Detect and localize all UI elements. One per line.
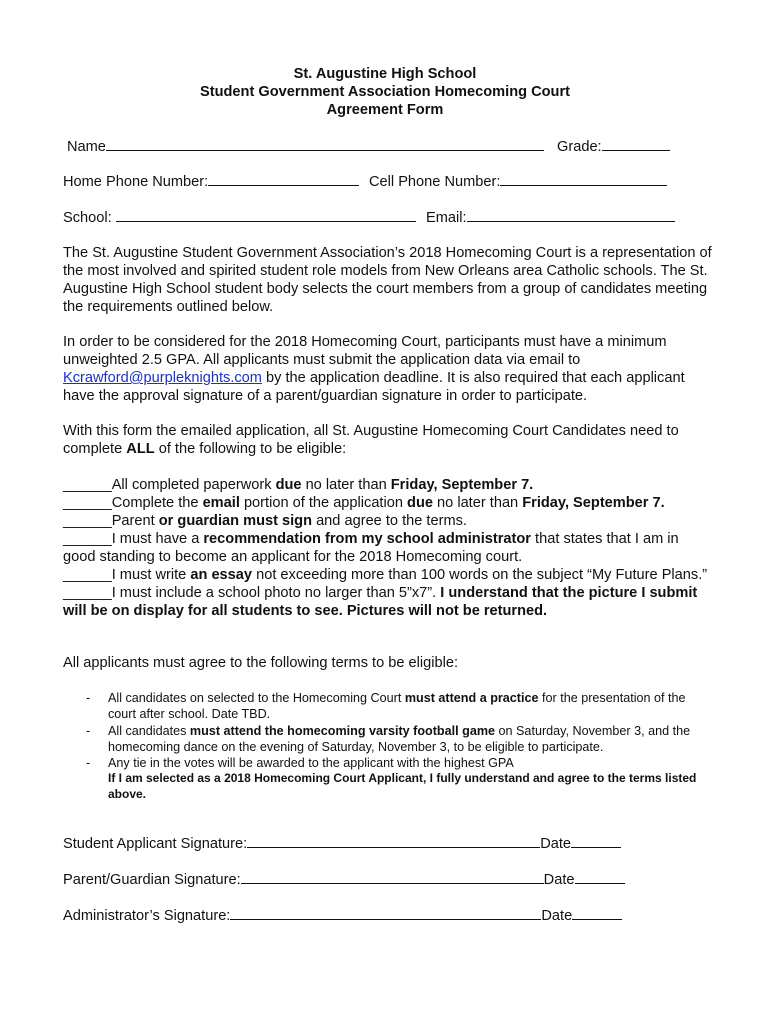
term-football-game: [63, 723, 713, 756]
checklist-bold: due: [275, 477, 302, 493]
checklist-text: Parent: [111, 513, 159, 529]
checklist-item-essay: [63, 566, 713, 584]
checklist-text: I must include a school photo no larger than 5”x7”.: [111, 585, 441, 601]
cell-phone-label: Cell Phone Number:: [369, 174, 501, 190]
term-text: on Saturday, November 3, and the homecoming dance on the evening of Saturday, November 3, to be eligible to participate.: [108, 723, 691, 754]
checklist-text: All completed paperwork: [111, 477, 276, 493]
term-text: for the presentation of the court after school. Date TBD.: [108, 691, 686, 722]
checklist-bold: Friday, September 7.: [390, 477, 534, 493]
checklist-item-recommendation: [63, 530, 713, 566]
admin-date-label: Date: [541, 908, 573, 924]
checklist-text: I must have a: [111, 531, 204, 547]
student-date-line[interactable]: [571, 834, 621, 848]
term-bold: must attend the homecoming varsity football game: [189, 723, 496, 738]
home-phone-label: Home Phone Number:: [63, 174, 209, 190]
cell-phone-field[interactable]: [369, 172, 667, 191]
checklist-item-parent: [63, 512, 713, 530]
admin-signature-label: Administrator’s Signature:: [63, 908, 231, 924]
checklist-text: that states that I am in good standing to become an applicant for the 2018 Homecoming court.: [63, 531, 679, 565]
all-emphasis: ALL: [126, 441, 155, 457]
admin-date-line[interactable]: [572, 906, 622, 920]
checklist-text: no later than: [301, 477, 391, 493]
checklist-bold: recommendation from my school administrator: [203, 531, 531, 547]
term-dash: -: [86, 756, 91, 771]
agreement-statement: If I am selected as a 2018 Homecoming Court Applicant, I fully understand and agree to the terms listed above.: [108, 771, 697, 801]
terms-intro: All applicants must agree to the following terms to be eligible:: [63, 655, 459, 671]
checklist-item-email: [63, 494, 713, 512]
checklist-blank[interactable]: ______: [63, 477, 112, 493]
grade-field[interactable]: [557, 137, 670, 156]
complete-all-paragraph: [63, 422, 713, 458]
complete-all-text-a: With this form the emailed application, all St. Augustine Homecoming Court Candidates need to complete: [63, 423, 679, 457]
name-label: Name: [67, 139, 106, 155]
checklist-bold: due: [407, 495, 433, 511]
complete-all-text-b: of the following to be eligible:: [154, 441, 347, 457]
term-tie-gpa: [63, 755, 713, 771]
term-text: Any tie in the votes will be awarded to the applicant with the highest GPA: [108, 756, 514, 771]
checklist-blank[interactable]: ______: [63, 531, 112, 547]
intro-paragraph: The St. Augustine Student Government Association’s 2018 Homecoming Court is a representation of the most involved and spirited student role models from New Orleans area Catholic schools. The St. Augustine High School student body selects the court members from a group of candidates meeting the requirements outlined below.: [63, 245, 712, 315]
checklist-text: and agree to the terms.: [312, 513, 467, 529]
admin-signature-line[interactable]: [230, 906, 541, 920]
checklist-blank[interactable]: ______: [63, 513, 112, 529]
student-signature-line[interactable]: [247, 834, 540, 848]
checklist-blank[interactable]: ______: [63, 495, 112, 511]
home-phone-line[interactable]: [208, 172, 359, 186]
term-text: All candidates: [108, 723, 190, 738]
requirements-text-b: by the application deadline. It is also required that each applicant have the approval signature of a parent/guardian signature in order to participate.: [63, 370, 685, 404]
checklist-bold: an essay: [190, 567, 253, 583]
form-title: [0, 65, 770, 119]
school-label: School:: [63, 210, 116, 226]
term-bold: must attend a practice: [404, 691, 539, 705]
term-dash: -: [86, 723, 91, 738]
home-phone-field[interactable]: [63, 172, 359, 191]
parent-signature-field[interactable]: [63, 870, 625, 889]
student-signature-field[interactable]: [63, 834, 621, 853]
checklist-text: not exceeding more than 100 words on the subject “My Future Plans.”: [252, 567, 708, 583]
association-name: Student Government Association Homecoming Court: [199, 84, 570, 100]
parent-signature-line[interactable]: [241, 870, 544, 884]
requirements-text-a: In order to be considered for the 2018 Homecoming Court, participants must have a minimum unweighted 2.5 GPA. All applicants must submit the application data via email to: [63, 334, 667, 368]
checklist-text: portion of the application: [239, 495, 408, 511]
term-practice: [63, 690, 713, 723]
school-line[interactable]: [116, 208, 416, 222]
checklist-text: no later than: [432, 495, 523, 511]
grade-label: Grade:: [557, 139, 602, 155]
parent-date-line[interactable]: [575, 870, 625, 884]
checklist: [63, 476, 713, 620]
checklist-bold: I understand that the picture I submit will be on display for all students to see. Pictures will not be returned.: [63, 585, 698, 619]
contact-email-link[interactable]: Kcrawford@purpleknights.com: [63, 370, 262, 386]
checklist-bold: email: [202, 495, 240, 511]
term-dash: -: [86, 691, 91, 705]
cell-phone-line[interactable]: [500, 172, 667, 186]
email-field[interactable]: [426, 208, 675, 227]
term-text: All candidates on selected to the Homecoming Court: [108, 691, 405, 705]
name-line[interactable]: [106, 137, 544, 151]
checklist-blank[interactable]: ______: [63, 585, 112, 601]
checklist-item-paperwork: [63, 476, 713, 494]
email-label: Email:: [426, 210, 467, 226]
checklist-text: Complete the: [111, 495, 203, 511]
student-date-label: Date: [540, 836, 572, 852]
checklist-bold: Friday, September 7.: [522, 495, 665, 511]
admin-signature-field[interactable]: [63, 906, 622, 925]
requirements-paragraph: [63, 333, 713, 405]
checklist-blank[interactable]: ______: [63, 567, 112, 583]
student-signature-label: Student Applicant Signature:: [63, 836, 248, 852]
terms-list: [63, 690, 713, 802]
checklist-text: I must write: [111, 567, 191, 583]
parent-date-label: Date: [543, 872, 575, 888]
email-line[interactable]: [467, 208, 675, 222]
name-field[interactable]: [67, 137, 544, 156]
checklist-item-photo: [63, 584, 713, 620]
grade-line[interactable]: [602, 137, 670, 151]
school-name: St. Augustine High School: [293, 66, 477, 82]
school-field[interactable]: [63, 208, 416, 227]
parent-signature-label: Parent/Guardian Signature:: [63, 872, 241, 888]
checklist-bold: or guardian must sign: [158, 513, 313, 529]
form-name: Agreement Form: [326, 102, 444, 118]
